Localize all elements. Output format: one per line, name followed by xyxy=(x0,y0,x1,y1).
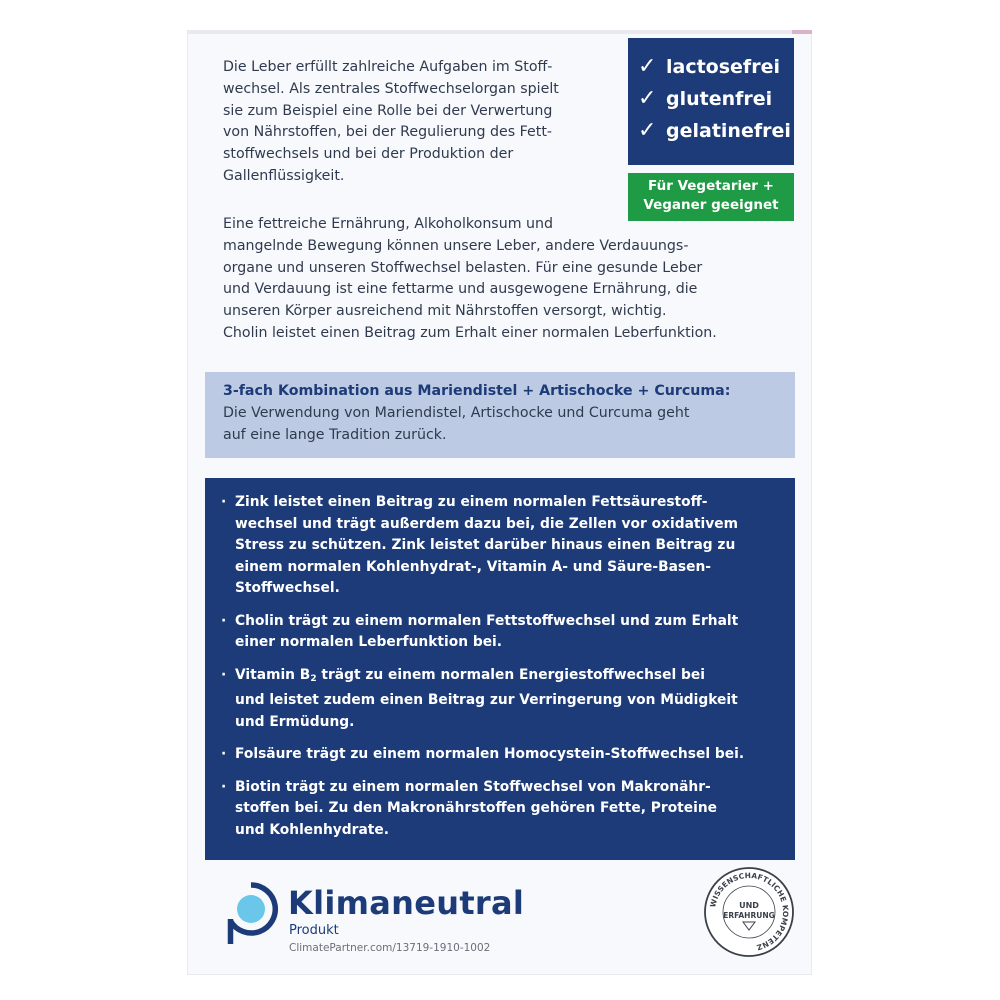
claim-line: Stoffwechsel. xyxy=(235,580,340,596)
claim-line: trägt zu einem normalen Energiestoffwechsel bei xyxy=(316,666,705,683)
intro-line: Cholin leistet einen Beitrag zum Erhalt einer normalen Leberfunktion. xyxy=(223,324,717,341)
b2-subscript: 2 xyxy=(310,673,317,684)
claim-vitamin-b2 xyxy=(221,665,775,734)
seal-ring-text: WISSENSCHAFTLICHE KOMPETENZ xyxy=(708,870,791,953)
claim-line: wechsel und trägt außerdem dazu bei, die Zellen vor oxidativem xyxy=(235,515,738,532)
claim-line: stoffen bei. Zu den Makronährstoffen gehören Fette, Proteine xyxy=(235,800,718,816)
bullet-icon: · xyxy=(221,746,227,762)
combination-line: Die Verwendung von Mariendistel, Artischocke und Curcuma geht xyxy=(223,404,690,421)
badge-lactosefrei xyxy=(638,52,780,82)
intro-line: organe und unseren Stoffwechsel belasten. Für eine gesunde Leber xyxy=(223,259,703,276)
claim-line: Zink leistet einen Beitrag zu einem normalen Fettsäurestoff- xyxy=(235,494,708,510)
badge-label: glutenfrei xyxy=(666,88,773,110)
nutrient-claims-box xyxy=(205,478,795,860)
seal-center-top: UND xyxy=(739,901,759,910)
vegan-badge-line: Veganer geeignet xyxy=(643,197,779,213)
bullet-icon: · xyxy=(221,778,227,795)
badge-gelatinefrei xyxy=(638,116,791,146)
climate-partner-reference: ClimatePartner.com/13719-1910-1002 xyxy=(289,942,491,954)
claim-cholin xyxy=(221,611,775,654)
climate-partner-logo-icon xyxy=(222,880,280,948)
claim-line: einer normalen Leberfunktion bei. xyxy=(235,634,503,650)
claim-line: Biotin trägt zu einem normalen Stoffwechsel von Makronähr- xyxy=(235,778,711,795)
vegan-badge-line: Für Vegetarier + xyxy=(648,178,774,194)
intro-line: wechsel. Als zentrales Stoffwechselorgan spielt xyxy=(223,80,559,97)
climate-neutral-title: Klimaneutral xyxy=(288,884,525,922)
claim-line: Stress zu schützen. Zink leistet darüber hinaus einen Beitrag zu xyxy=(235,537,736,553)
intro-line: mangelnde Bewegung können unsere Leber, andere Verdauungs- xyxy=(223,237,689,254)
claim-line: und leistet zudem einen Beitrag zur Verringerung von Müdigkeit xyxy=(235,692,738,708)
bullet-icon: · xyxy=(221,612,227,629)
claim-line: Cholin trägt zu einem normalen Fettstoffwechsel und zum Erhalt xyxy=(235,612,739,629)
intro-line: sie zum Beispiel eine Rolle bei der Verwertung xyxy=(223,102,553,119)
panel-top-edge xyxy=(187,30,812,34)
claim-line: Vitamin B xyxy=(235,666,311,683)
combination-line: auf eine lange Tradition zurück. xyxy=(223,426,447,443)
claim-line: einem normalen Kohlenhydrat-, Vitamin A- und Säure-Basen- xyxy=(235,558,712,575)
intro-line: Die Leber erfüllt zahlreiche Aufgaben im Stoff- xyxy=(223,59,553,75)
free-from-badge xyxy=(628,38,794,165)
claim-line: und Kohlenhydrate. xyxy=(235,821,389,838)
intro-line: und Verdauung ist eine fettarme und ausgewogene Ernährung, die xyxy=(223,281,698,298)
bullet-icon: · xyxy=(221,494,227,510)
intro-line: stoffwechsels und bei der Produktion der xyxy=(223,146,514,163)
combination-heading: 3-fach Kombination aus Mariendistel + Artischocke + Curcuma: xyxy=(223,383,731,399)
intro-line: Gallenflüssigkeit. xyxy=(223,167,345,184)
badge-glutenfrei xyxy=(638,84,772,114)
intro-line: unseren Körper ausreichend mit Nährstoffen versorgt, wichtig. xyxy=(223,303,667,320)
seal-center-bottom: ERFAHRUNG xyxy=(723,911,775,920)
intro-paragraph xyxy=(223,57,633,188)
check-icon: ✓ xyxy=(638,54,657,79)
combination-box xyxy=(205,372,795,458)
panel-top-accent xyxy=(792,30,812,34)
vegan-badge xyxy=(628,173,794,221)
climate-neutral-subtitle: Produkt xyxy=(289,923,339,938)
claim-folsaeure xyxy=(221,744,775,766)
badge-label: lactosefrei xyxy=(666,56,780,78)
claim-biotin xyxy=(221,777,775,842)
climate-neutral-label xyxy=(222,880,562,960)
badge-label: gelatinefrei xyxy=(666,120,791,142)
intro-paragraph-2 xyxy=(223,214,798,345)
check-icon: ✓ xyxy=(638,118,657,143)
intro-line: von Nährstoffen, bei der Regulierung des Fett- xyxy=(223,124,553,141)
claim-line: und Ermüdung. xyxy=(235,713,355,730)
bullet-icon: · xyxy=(221,666,227,683)
claim-line: Folsäure trägt zu einem normalen Homocystein-Stoffwechsel bei. xyxy=(235,746,745,762)
intro-line: Eine fettreiche Ernährung, Alkoholkonsum und xyxy=(223,216,554,232)
claim-zink xyxy=(221,492,775,600)
check-icon: ✓ xyxy=(638,86,657,111)
competence-seal-icon xyxy=(703,866,795,958)
